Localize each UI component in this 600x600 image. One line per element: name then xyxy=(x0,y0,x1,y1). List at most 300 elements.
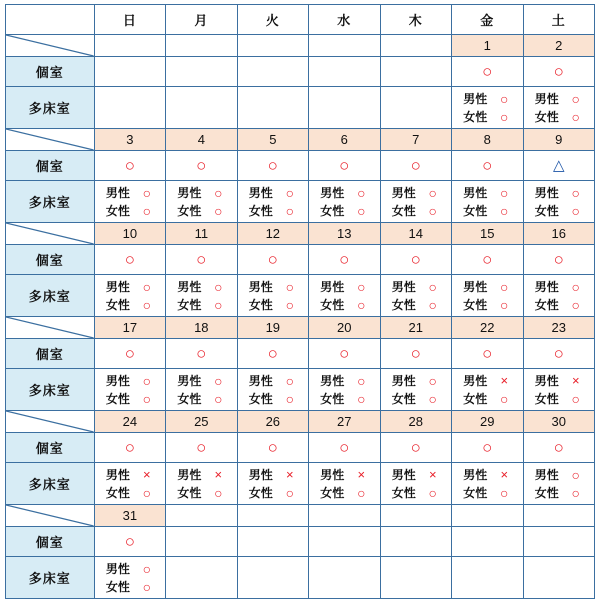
availability-symbol-icon: ○ xyxy=(482,156,493,175)
private-room-row xyxy=(6,433,595,463)
multi-bed-male-label: 男性 xyxy=(391,279,416,294)
availability-symbol-icon: ○ xyxy=(214,296,223,313)
availability-symbol-icon: ○ xyxy=(142,390,152,407)
availability-cell-empty xyxy=(309,87,380,129)
multi-bed-female-label: 女性 xyxy=(177,391,202,406)
availability-symbol-icon: ○ xyxy=(124,438,135,457)
date-cell: 3 xyxy=(94,129,165,151)
diagonal-corner-cell xyxy=(6,129,95,151)
diagonal-corner-cell xyxy=(6,223,95,245)
availability-symbol-icon: ○ xyxy=(553,62,564,81)
availability-symbol-icon: ○ xyxy=(339,156,350,175)
multi-bed-female-entry xyxy=(524,108,595,126)
multi-bed-male-entry xyxy=(381,184,451,202)
multi-bed-female-entry xyxy=(95,484,165,502)
availability-cell-multi-bed xyxy=(309,181,380,223)
availability-cell-private xyxy=(309,245,380,275)
availability-cell-empty xyxy=(309,557,380,599)
availability-cell-multi-bed xyxy=(166,181,237,223)
multi-bed-male-entry xyxy=(524,278,595,296)
row-label-multi-bed: 多床室 xyxy=(6,557,95,599)
multi-bed-male-label: 男性 xyxy=(534,279,559,294)
availability-cell-private xyxy=(523,151,595,181)
multi-bed-male-label: 男性 xyxy=(463,373,488,388)
availability-symbol-icon: ○ xyxy=(357,372,366,389)
availability-cell-multi-bed xyxy=(523,181,595,223)
private-room-row xyxy=(6,57,595,87)
date-cell: 21 xyxy=(380,317,451,339)
availability-cell-empty xyxy=(452,557,523,599)
multi-bed-female-entry xyxy=(238,296,308,314)
availability-cell-empty xyxy=(94,57,165,87)
multi-bed-male-entry xyxy=(524,90,595,108)
multi-bed-female-label: 女性 xyxy=(105,391,130,406)
multi-bed-male-entry xyxy=(95,278,165,296)
availability-symbol-icon: ○ xyxy=(500,296,509,313)
availability-symbol-icon: ○ xyxy=(196,250,207,269)
multi-bed-male-label: 男性 xyxy=(534,185,559,200)
availability-symbol-icon: ○ xyxy=(285,202,295,219)
availability-cell-private xyxy=(452,433,523,463)
availability-symbol-icon: ○ xyxy=(267,438,278,457)
multi-bed-female-label: 女性 xyxy=(534,203,559,218)
availability-cell-multi-bed xyxy=(380,369,451,411)
availability-symbol-icon: ○ xyxy=(571,390,580,407)
date-cell-empty xyxy=(237,35,308,57)
multi-bed-male-label: 男性 xyxy=(177,185,202,200)
availability-cell-multi-bed xyxy=(380,181,451,223)
availability-cell-multi-bed xyxy=(380,463,451,505)
multi-bed-male-label: 男性 xyxy=(391,373,416,388)
date-cell: 28 xyxy=(380,411,451,433)
availability-symbol-icon: ○ xyxy=(428,390,438,407)
multi-bed-male-entry xyxy=(452,466,522,484)
multi-bed-female-label: 女性 xyxy=(391,297,416,312)
availability-symbol-icon: ○ xyxy=(142,578,152,595)
availability-symbol-icon: ○ xyxy=(196,344,207,363)
availability-cell-empty xyxy=(380,87,451,129)
multi-bed-female-label: 女性 xyxy=(534,297,559,312)
availability-symbol-icon: ○ xyxy=(482,62,493,81)
multi-bed-female-entry xyxy=(452,296,522,314)
multi-bed-male-label: 男性 xyxy=(391,185,416,200)
multi-bed-female-label: 女性 xyxy=(177,297,202,312)
availability-cell-private xyxy=(523,57,595,87)
multi-bed-female-label: 女性 xyxy=(248,297,273,312)
multi-bed-male-entry xyxy=(166,372,236,390)
availability-cell-empty xyxy=(237,87,308,129)
diagonal-slash-icon xyxy=(6,35,94,56)
availability-cell-empty xyxy=(380,57,451,87)
availability-cell-multi-bed xyxy=(523,463,595,505)
availability-symbol-icon: ○ xyxy=(500,202,509,219)
availability-symbol-icon: ○ xyxy=(553,250,564,269)
multi-bed-female-label: 女性 xyxy=(391,391,416,406)
availability-symbol-icon: ○ xyxy=(285,372,295,389)
diagonal-corner-cell xyxy=(6,35,95,57)
availability-symbol-icon: ○ xyxy=(428,296,438,313)
availability-cell-multi-bed xyxy=(452,369,523,411)
date-cell: 18 xyxy=(166,317,237,339)
weekday-sat: 土 xyxy=(523,5,595,35)
date-cell: 20 xyxy=(309,317,380,339)
row-label-private: 個室 xyxy=(6,151,95,181)
multi-bed-female-entry xyxy=(238,390,308,408)
multi-bed-room-row xyxy=(6,275,595,317)
date-cell: 22 xyxy=(452,317,523,339)
availability-symbol-icon: × xyxy=(500,467,509,482)
multi-bed-male-label: 男性 xyxy=(463,91,488,106)
multi-bed-female-entry xyxy=(95,296,165,314)
multi-bed-female-label: 女性 xyxy=(105,203,130,218)
date-cell: 27 xyxy=(309,411,380,433)
multi-bed-male-label: 男性 xyxy=(534,467,559,482)
availability-cell-multi-bed xyxy=(309,369,380,411)
availability-symbol-icon: ○ xyxy=(142,296,152,313)
date-cell: 29 xyxy=(452,411,523,433)
multi-bed-female-label: 女性 xyxy=(248,203,273,218)
availability-symbol-icon: ○ xyxy=(357,296,366,313)
date-cell: 10 xyxy=(94,223,165,245)
availability-symbol-icon: ○ xyxy=(500,390,509,407)
multi-bed-male-entry xyxy=(309,278,379,296)
multi-bed-female-label: 女性 xyxy=(534,485,559,500)
multi-bed-male-entry xyxy=(309,466,379,484)
availability-cell-empty xyxy=(523,557,595,599)
multi-bed-female-entry xyxy=(524,202,595,220)
multi-bed-male-label: 男性 xyxy=(534,91,559,106)
availability-symbol-icon: ○ xyxy=(482,438,493,457)
availability-symbol-icon: ○ xyxy=(196,438,207,457)
row-label-multi-bed: 多床室 xyxy=(6,87,95,129)
availability-symbol-icon: ○ xyxy=(142,184,152,201)
date-cell-empty xyxy=(380,35,451,57)
multi-bed-male-entry xyxy=(381,466,451,484)
multi-bed-male-entry xyxy=(452,278,522,296)
row-label-private: 個室 xyxy=(6,57,95,87)
multi-bed-male-entry xyxy=(238,372,308,390)
multi-bed-male-entry xyxy=(309,184,379,202)
date-cell-empty xyxy=(452,505,523,527)
multi-bed-male-label: 男性 xyxy=(463,467,488,482)
availability-symbol-icon: ○ xyxy=(428,484,438,501)
availability-symbol-icon: ○ xyxy=(500,484,509,501)
availability-symbol-icon: ○ xyxy=(267,250,278,269)
multi-bed-female-entry xyxy=(524,484,595,502)
multi-bed-male-label: 男性 xyxy=(463,185,488,200)
header-corner xyxy=(6,5,95,35)
multi-bed-female-label: 女性 xyxy=(105,579,130,594)
row-label-multi-bed: 多床室 xyxy=(6,369,95,411)
availability-cell-multi-bed xyxy=(452,87,523,129)
availability-symbol-icon: ○ xyxy=(571,184,580,201)
multi-bed-female-label: 女性 xyxy=(177,203,202,218)
date-cell: 25 xyxy=(166,411,237,433)
date-cell: 1 xyxy=(452,35,523,57)
diagonal-corner-cell xyxy=(6,505,95,527)
multi-bed-female-label: 女性 xyxy=(463,109,488,124)
date-cell: 9 xyxy=(523,129,595,151)
multi-bed-female-entry xyxy=(381,296,451,314)
availability-cell-multi-bed xyxy=(166,275,237,317)
diagonal-slash-icon xyxy=(6,505,94,526)
weekday-fri: 金 xyxy=(452,5,523,35)
availability-symbol-icon: ○ xyxy=(214,184,223,201)
weekday-header-row xyxy=(6,5,595,35)
availability-cell-private xyxy=(237,245,308,275)
multi-bed-female-label: 女性 xyxy=(177,485,202,500)
availability-symbol-icon: ○ xyxy=(500,184,509,201)
availability-cell-empty xyxy=(166,527,237,557)
multi-bed-room-row xyxy=(6,181,595,223)
multi-bed-female-entry xyxy=(166,202,236,220)
availability-cell-multi-bed xyxy=(523,369,595,411)
date-cell-empty xyxy=(309,35,380,57)
multi-bed-female-entry xyxy=(166,484,236,502)
multi-bed-male-label: 男性 xyxy=(534,373,559,388)
availability-cell-private xyxy=(166,339,237,369)
multi-bed-female-label: 女性 xyxy=(463,485,488,500)
availability-symbol-icon: △ xyxy=(552,157,565,174)
availability-symbol-icon: ○ xyxy=(285,184,295,201)
multi-bed-male-entry xyxy=(166,278,236,296)
availability-cell-private xyxy=(452,339,523,369)
multi-bed-male-label: 男性 xyxy=(177,373,202,388)
availability-symbol-icon: ○ xyxy=(571,202,580,219)
availability-cell-multi-bed xyxy=(237,275,308,317)
multi-bed-male-entry xyxy=(524,184,595,202)
diagonal-slash-icon xyxy=(6,223,94,244)
availability-cell-empty xyxy=(94,87,165,129)
diagonal-corner-cell xyxy=(6,411,95,433)
date-cell-empty xyxy=(309,505,380,527)
multi-bed-female-label: 女性 xyxy=(320,391,345,406)
date-cell: 12 xyxy=(237,223,308,245)
multi-bed-room-row xyxy=(6,463,595,505)
multi-bed-female-entry xyxy=(381,202,451,220)
availability-symbol-icon: ○ xyxy=(500,90,509,107)
date-row xyxy=(6,35,595,57)
multi-bed-male-entry xyxy=(309,372,379,390)
row-label-multi-bed: 多床室 xyxy=(6,463,95,505)
availability-cell-private xyxy=(523,245,595,275)
availability-symbol-icon: ○ xyxy=(214,390,223,407)
date-cell: 7 xyxy=(380,129,451,151)
multi-bed-male-entry xyxy=(381,278,451,296)
availability-symbol-icon: ○ xyxy=(482,250,493,269)
availability-symbol-icon: ○ xyxy=(428,202,438,219)
availability-cell-multi-bed xyxy=(523,275,595,317)
date-cell-empty xyxy=(166,505,237,527)
row-label-multi-bed: 多床室 xyxy=(6,275,95,317)
availability-cell-multi-bed xyxy=(94,181,165,223)
multi-bed-male-label: 男性 xyxy=(177,467,202,482)
date-cell: 2 xyxy=(523,35,595,57)
availability-cell-empty xyxy=(166,57,237,87)
date-cell: 24 xyxy=(94,411,165,433)
multi-bed-male-label: 男性 xyxy=(463,279,488,294)
multi-bed-male-entry xyxy=(95,184,165,202)
multi-bed-female-entry xyxy=(166,390,236,408)
availability-cell-multi-bed xyxy=(94,463,165,505)
multi-bed-male-entry xyxy=(452,90,522,108)
availability-symbol-icon: ○ xyxy=(214,202,223,219)
date-cell: 26 xyxy=(237,411,308,433)
multi-bed-room-row xyxy=(6,87,595,129)
date-row xyxy=(6,317,595,339)
multi-bed-female-entry xyxy=(524,390,595,408)
date-cell: 30 xyxy=(523,411,595,433)
multi-bed-male-label: 男性 xyxy=(105,279,130,294)
multi-bed-female-label: 女性 xyxy=(391,203,416,218)
availability-cell-private xyxy=(309,151,380,181)
availability-symbol-icon: ○ xyxy=(482,344,493,363)
multi-bed-female-entry xyxy=(166,296,236,314)
availability-symbol-icon: ○ xyxy=(285,390,295,407)
date-cell: 17 xyxy=(94,317,165,339)
availability-cell-multi-bed xyxy=(237,463,308,505)
multi-bed-female-label: 女性 xyxy=(320,297,345,312)
table-body xyxy=(6,35,595,599)
availability-symbol-icon: × xyxy=(428,467,437,482)
availability-symbol-icon: ○ xyxy=(357,390,366,407)
multi-bed-male-label: 男性 xyxy=(391,467,416,482)
availability-cell-private xyxy=(452,151,523,181)
availability-cell-private xyxy=(166,245,237,275)
multi-bed-male-label: 男性 xyxy=(105,373,130,388)
multi-bed-male-entry xyxy=(238,278,308,296)
availability-cell-empty xyxy=(380,557,451,599)
date-cell-empty xyxy=(166,35,237,57)
multi-bed-female-label: 女性 xyxy=(248,391,273,406)
availability-symbol-icon: ○ xyxy=(214,278,223,295)
availability-cell-empty xyxy=(523,527,595,557)
multi-bed-female-entry xyxy=(381,484,451,502)
multi-bed-male-label: 男性 xyxy=(248,467,273,482)
multi-bed-female-label: 女性 xyxy=(320,485,345,500)
availability-symbol-icon: ○ xyxy=(142,372,152,389)
date-cell-empty xyxy=(237,505,308,527)
availability-cell-empty xyxy=(166,557,237,599)
availability-symbol-icon: ○ xyxy=(571,90,580,107)
date-cell: 15 xyxy=(452,223,523,245)
multi-bed-female-label: 女性 xyxy=(391,485,416,500)
availability-symbol-icon: ○ xyxy=(553,344,564,363)
availability-symbol-icon: ○ xyxy=(285,484,295,501)
row-label-private: 個室 xyxy=(6,245,95,275)
date-cell: 11 xyxy=(166,223,237,245)
availability-symbol-icon: ○ xyxy=(500,278,509,295)
availability-cell-multi-bed xyxy=(523,87,595,129)
multi-bed-room-row xyxy=(6,557,595,599)
availability-symbol-icon: × xyxy=(143,467,151,482)
multi-bed-male-label: 男性 xyxy=(177,279,202,294)
multi-bed-male-entry xyxy=(524,372,595,390)
availability-cell-multi-bed xyxy=(166,369,237,411)
availability-symbol-icon: ○ xyxy=(142,484,152,501)
date-cell: 23 xyxy=(523,317,595,339)
diagonal-slash-icon xyxy=(6,411,94,432)
date-cell: 6 xyxy=(309,129,380,151)
availability-symbol-icon: ○ xyxy=(410,438,421,457)
date-row xyxy=(6,223,595,245)
multi-bed-male-entry xyxy=(95,372,165,390)
multi-bed-male-entry xyxy=(524,466,595,484)
multi-bed-female-entry xyxy=(238,484,308,502)
private-room-row xyxy=(6,151,595,181)
multi-bed-male-entry xyxy=(95,466,165,484)
availability-cell-empty xyxy=(166,87,237,129)
availability-cell-multi-bed xyxy=(309,275,380,317)
availability-cell-multi-bed xyxy=(94,557,165,599)
availability-symbol-icon: ○ xyxy=(124,532,135,551)
multi-bed-male-label: 男性 xyxy=(320,467,345,482)
multi-bed-female-label: 女性 xyxy=(105,297,130,312)
availability-cell-private xyxy=(94,245,165,275)
private-room-row xyxy=(6,527,595,557)
multi-bed-male-label: 男性 xyxy=(248,373,273,388)
multi-bed-male-entry xyxy=(95,560,165,578)
availability-symbol-icon: ○ xyxy=(571,466,580,483)
multi-bed-female-entry xyxy=(95,390,165,408)
availability-symbol-icon: × xyxy=(214,467,223,482)
availability-cell-multi-bed xyxy=(94,275,165,317)
availability-cell-private xyxy=(452,57,523,87)
availability-symbol-icon: ○ xyxy=(571,278,580,295)
diagonal-corner-cell xyxy=(6,317,95,339)
availability-cell-empty xyxy=(309,57,380,87)
multi-bed-female-entry xyxy=(452,108,522,126)
date-cell-empty xyxy=(380,505,451,527)
availability-cell-private xyxy=(380,339,451,369)
availability-cell-multi-bed xyxy=(452,463,523,505)
multi-bed-female-label: 女性 xyxy=(463,203,488,218)
availability-symbol-icon: ○ xyxy=(339,438,350,457)
availability-cell-private xyxy=(94,339,165,369)
date-cell: 31 xyxy=(94,505,165,527)
row-label-private: 個室 xyxy=(6,339,95,369)
date-cell-empty xyxy=(523,505,595,527)
availability-cell-private xyxy=(309,339,380,369)
row-label-multi-bed: 多床室 xyxy=(6,181,95,223)
weekday-sun: 日 xyxy=(94,5,165,35)
availability-symbol-icon: ○ xyxy=(571,296,580,313)
availability-symbol-icon: ○ xyxy=(142,278,152,295)
multi-bed-female-entry xyxy=(309,202,379,220)
table-header xyxy=(6,5,595,35)
availability-symbol-icon: ○ xyxy=(339,344,350,363)
multi-bed-female-label: 女性 xyxy=(105,485,130,500)
availability-symbol-icon: ○ xyxy=(428,372,438,389)
private-room-row xyxy=(6,339,595,369)
row-label-private: 個室 xyxy=(6,527,95,557)
availability-symbol-icon: ○ xyxy=(357,278,366,295)
multi-bed-female-label: 女性 xyxy=(463,297,488,312)
multi-bed-male-entry xyxy=(238,466,308,484)
row-label-private: 個室 xyxy=(6,433,95,463)
availability-cell-private xyxy=(237,151,308,181)
availability-symbol-icon: ○ xyxy=(410,156,421,175)
availability-cell-private xyxy=(523,433,595,463)
availability-cell-multi-bed xyxy=(380,275,451,317)
multi-bed-female-entry xyxy=(452,202,522,220)
availability-symbol-icon: ○ xyxy=(571,484,580,501)
multi-bed-female-entry xyxy=(309,484,379,502)
availability-symbol-icon: ○ xyxy=(339,250,350,269)
multi-bed-male-entry xyxy=(166,466,236,484)
date-cell: 19 xyxy=(237,317,308,339)
date-cell: 16 xyxy=(523,223,595,245)
